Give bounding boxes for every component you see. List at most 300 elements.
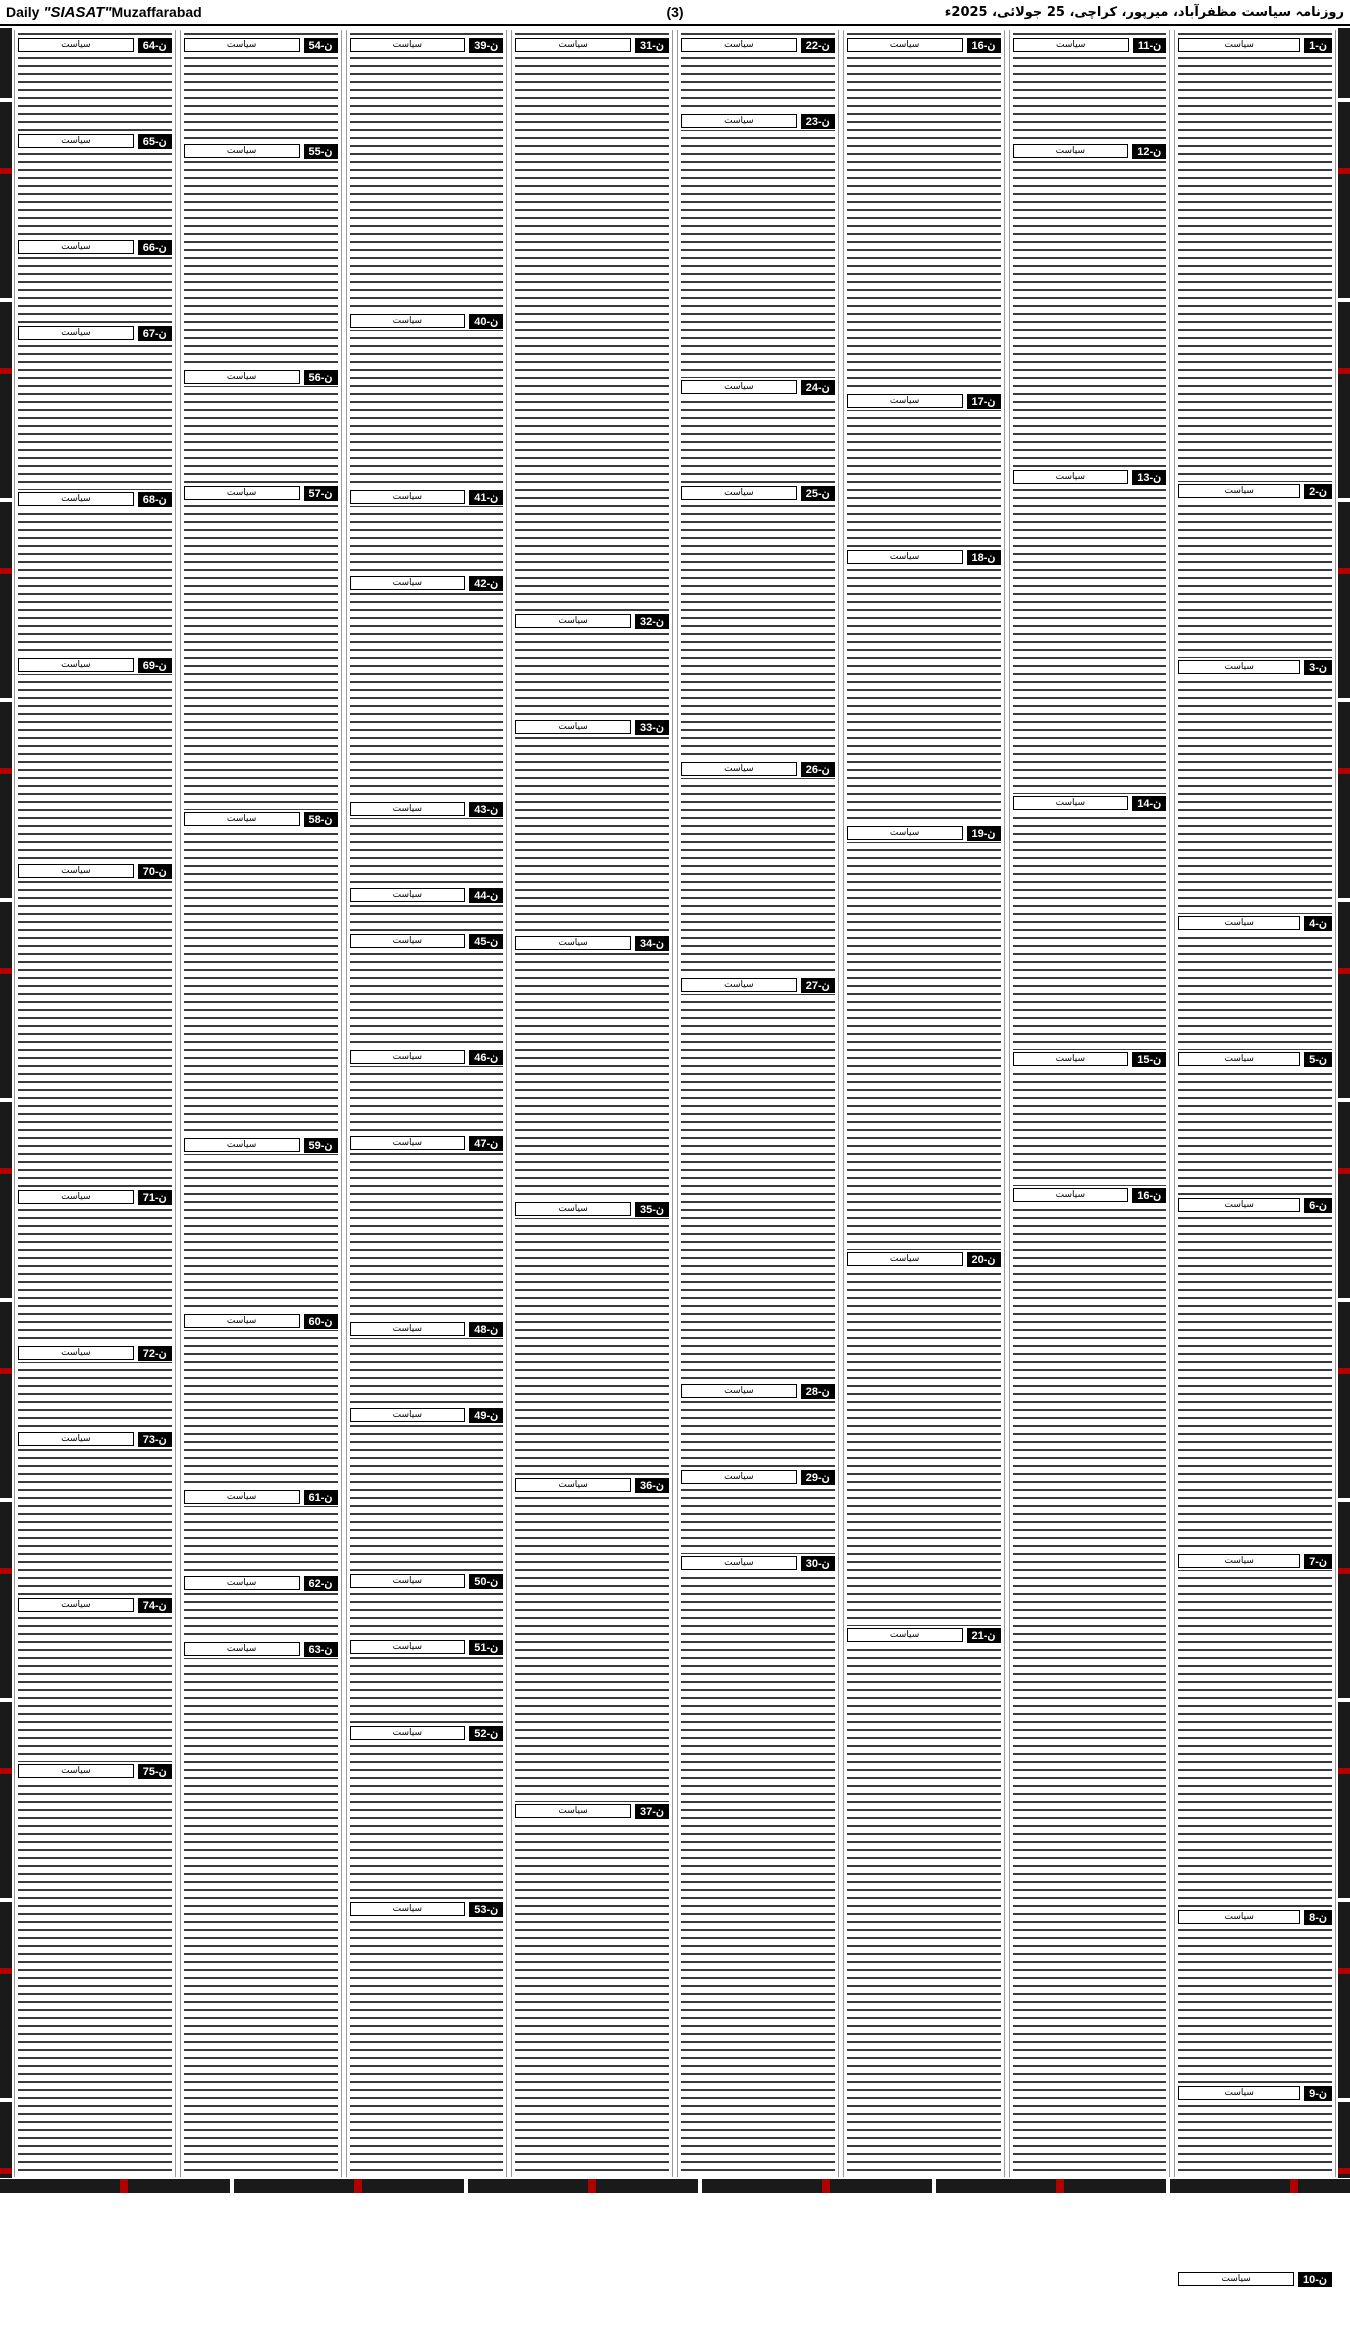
story-section-label: سیاست xyxy=(184,1138,300,1152)
news-story xyxy=(350,1134,504,1314)
news-story xyxy=(847,1626,1001,2166)
news-column xyxy=(677,30,839,2177)
story-section-label: سیاست xyxy=(184,38,300,52)
news-story xyxy=(350,1724,504,1894)
story-header xyxy=(18,36,172,54)
masthead-left xyxy=(6,4,202,21)
story-section-label: سیاست xyxy=(847,38,963,52)
story-number: ن-44 xyxy=(469,888,503,903)
story-text-block xyxy=(18,56,172,126)
story-header xyxy=(350,1406,504,1424)
story-number: ن-13 xyxy=(1132,470,1166,485)
story-section-label: سیاست xyxy=(847,826,963,840)
story-number: ن-15 xyxy=(1132,1052,1166,1067)
story-text-block xyxy=(350,906,504,926)
news-story xyxy=(515,1200,669,1470)
news-story xyxy=(184,1488,338,1568)
story-number: ن-62 xyxy=(304,1576,338,1591)
story-number: ن-39 xyxy=(469,38,503,53)
story-header xyxy=(515,1476,669,1494)
story-section-label: سیاست xyxy=(681,762,797,776)
story-number: ن-12 xyxy=(1132,144,1166,159)
news-column xyxy=(1009,30,1171,2177)
story-number: ن-11 xyxy=(1133,38,1166,53)
story-section-label: سیاست xyxy=(350,802,466,816)
story-number: ن-24 xyxy=(801,380,835,395)
story-section-label: سیاست xyxy=(681,38,797,52)
story-text-block xyxy=(350,1658,504,1718)
story-header xyxy=(350,1320,504,1338)
story-text-block xyxy=(350,1068,504,1128)
story-text-block xyxy=(350,820,504,880)
story-number: ن-8 xyxy=(1304,1910,1332,1925)
story-section-label: سیاست xyxy=(184,1314,300,1328)
news-story xyxy=(350,1900,504,2140)
story-section-label: سیاست xyxy=(1178,660,1300,674)
story-number: ن-20 xyxy=(967,1252,1001,1267)
news-story xyxy=(847,392,1001,542)
news-story xyxy=(515,718,669,928)
story-section-label: سیاست xyxy=(350,1640,466,1654)
news-story xyxy=(1013,142,1167,462)
story-section-label: سیاست xyxy=(350,1726,466,1740)
story-text-block xyxy=(515,632,669,712)
story-header xyxy=(847,36,1001,54)
story-number: ن-55 xyxy=(304,144,338,159)
news-story xyxy=(184,368,338,478)
story-section-label: سیاست xyxy=(350,1574,466,1588)
news-story xyxy=(1013,1050,1167,1180)
story-text-block xyxy=(350,594,504,794)
story-text-block xyxy=(1178,1216,1332,1546)
story-text-block xyxy=(184,1508,338,1568)
story-section-label: سیاست xyxy=(18,492,134,506)
story-header xyxy=(350,312,504,330)
news-story xyxy=(1178,36,1332,476)
story-text-block xyxy=(1013,814,1167,1044)
story-section-label: سیاست xyxy=(18,658,134,672)
story-section-label: سیاست xyxy=(681,1384,797,1398)
story-text-block xyxy=(681,1488,835,1548)
story-number: ن-52 xyxy=(469,1726,503,1741)
story-text-block xyxy=(18,1208,172,1338)
story-section-label: سیاست xyxy=(184,486,300,500)
story-number: ن-61 xyxy=(304,1490,338,1505)
news-column xyxy=(843,30,1005,2177)
story-number: ن-63 xyxy=(304,1642,338,1657)
story-number: ن-14 xyxy=(1132,796,1166,811)
story-header xyxy=(18,1430,172,1448)
story-number: ن-29 xyxy=(801,1470,835,1485)
news-story xyxy=(681,1554,835,2194)
story-header xyxy=(350,1134,504,1152)
story-header xyxy=(681,760,835,778)
news-story xyxy=(1178,914,1332,1044)
story-header xyxy=(681,112,835,130)
story-header xyxy=(847,1626,1001,1644)
story-header xyxy=(847,392,1001,410)
story-text-block xyxy=(1013,56,1167,136)
news-story xyxy=(350,1048,504,1128)
story-header xyxy=(184,142,338,160)
story-text-block xyxy=(350,1592,504,1632)
news-story xyxy=(18,1344,172,1424)
story-text-block xyxy=(681,1402,835,1462)
news-story xyxy=(1013,1186,1167,2206)
story-header xyxy=(1013,1050,1167,1068)
news-story xyxy=(681,976,835,1376)
page-number: (3) xyxy=(666,4,684,20)
story-number: ن-47 xyxy=(469,1136,503,1151)
story-header xyxy=(18,1188,172,1206)
news-story xyxy=(515,1802,669,2122)
story-section-label: سیاست xyxy=(847,1628,963,1642)
story-header xyxy=(350,932,504,950)
news-story xyxy=(681,112,835,372)
story-text-block xyxy=(1178,502,1332,652)
news-story xyxy=(18,490,172,650)
news-story xyxy=(350,488,504,568)
news-story xyxy=(350,1572,504,1632)
news-story xyxy=(184,1640,338,1700)
story-number: ن-16 xyxy=(1132,1188,1166,1203)
news-story xyxy=(350,1406,504,1566)
story-number: ن-67 xyxy=(138,326,172,341)
news-story xyxy=(1178,1908,1332,2078)
story-text-block xyxy=(515,738,669,928)
story-section-label: سیاست xyxy=(1013,38,1129,52)
story-header xyxy=(681,36,835,54)
story-text-block xyxy=(184,1156,338,1306)
story-text-block xyxy=(350,508,504,568)
story-text-block xyxy=(1013,162,1167,462)
story-section-label: سیاست xyxy=(1013,144,1129,158)
story-section-label: سیاست xyxy=(1178,2272,1294,2286)
news-story xyxy=(515,612,669,712)
story-number: ن-73 xyxy=(138,1432,172,1447)
story-header xyxy=(350,574,504,592)
story-text-block xyxy=(1013,488,1167,788)
story-number: ن-28 xyxy=(801,1384,835,1399)
news-story xyxy=(515,934,669,1194)
story-section-label: سیاست xyxy=(350,1902,466,1916)
left-decorative-border xyxy=(0,28,12,2178)
story-section-label: سیاست xyxy=(847,394,963,408)
story-number: ن-54 xyxy=(304,38,338,53)
story-text-block xyxy=(18,152,172,232)
story-header xyxy=(350,1048,504,1066)
story-text-block xyxy=(184,56,338,136)
news-story xyxy=(350,800,504,880)
story-text-block xyxy=(515,56,669,606)
story-section-label: سیاست xyxy=(515,1202,631,1216)
story-header xyxy=(350,488,504,506)
story-text-block xyxy=(681,1574,835,2194)
story-header xyxy=(18,1344,172,1362)
story-section-label: سیاست xyxy=(350,576,466,590)
story-text-block xyxy=(1178,678,1332,908)
story-header xyxy=(184,1640,338,1658)
news-story xyxy=(184,1136,338,1306)
news-story xyxy=(1178,658,1332,908)
story-section-label: سیاست xyxy=(350,888,466,902)
news-story xyxy=(681,484,835,754)
story-section-label: سیاست xyxy=(350,314,466,328)
story-section-label: سیاست xyxy=(681,380,797,394)
masthead-right: روزنامہ سیاست مظفرآباد، میرپور، کراچی، 25 جولائی، 2025ء xyxy=(944,4,1344,20)
story-text-block xyxy=(1013,1206,1167,2206)
story-header xyxy=(18,1596,172,1614)
story-number: ن-27 xyxy=(801,978,835,993)
story-number: ن-48 xyxy=(469,1322,503,1337)
story-header xyxy=(350,1900,504,1918)
story-header xyxy=(1178,2270,1332,2288)
story-section-label: سیاست xyxy=(515,936,631,950)
news-story xyxy=(1013,468,1167,788)
news-story xyxy=(18,1188,172,1338)
story-section-label: سیاست xyxy=(18,240,134,254)
news-story xyxy=(681,1382,835,1462)
story-section-label: سیاست xyxy=(18,38,134,52)
news-story xyxy=(1178,2084,1332,2264)
story-section-label: سیاست xyxy=(1013,796,1129,810)
bottom-decorative-border xyxy=(0,2179,1350,2193)
story-header xyxy=(350,800,504,818)
story-text-block xyxy=(681,132,835,372)
story-number: ن-69 xyxy=(138,658,172,673)
story-header xyxy=(184,810,338,828)
masthead-brand: "SIASAT" xyxy=(43,3,112,21)
story-text-block xyxy=(350,1154,504,1314)
story-header xyxy=(1013,468,1167,486)
story-section-label: سیاست xyxy=(18,1764,134,1778)
story-number: ن-35 xyxy=(635,1202,669,1217)
story-number: ن-23 xyxy=(801,114,835,129)
story-text-block xyxy=(681,56,835,106)
story-header xyxy=(1013,142,1167,160)
story-number: ن-50 xyxy=(469,1574,503,1589)
story-number: ن-64 xyxy=(138,38,172,53)
story-text-block xyxy=(184,1660,338,1700)
story-header xyxy=(847,1250,1001,1268)
story-section-label: سیاست xyxy=(184,370,300,384)
story-section-label: سیاست xyxy=(18,1432,134,1446)
news-story xyxy=(18,36,172,126)
story-section-label: سیاست xyxy=(847,550,963,564)
story-section-label: سیاست xyxy=(18,864,134,878)
story-number: ن-45 xyxy=(469,934,503,949)
story-section-label: سیاست xyxy=(1178,1198,1300,1212)
news-story xyxy=(350,574,504,794)
story-number: ن-53 xyxy=(469,1902,503,1917)
story-header xyxy=(1178,1552,1332,1570)
story-section-label: سیاست xyxy=(184,812,300,826)
news-column xyxy=(511,30,673,2177)
story-section-label: سیاست xyxy=(18,1190,134,1204)
story-header xyxy=(18,1762,172,1780)
story-number: ن-40 xyxy=(469,314,503,329)
story-number: ن-3 xyxy=(1304,660,1332,675)
story-section-label: سیاست xyxy=(1013,1188,1129,1202)
story-section-label: سیاست xyxy=(350,1408,466,1422)
story-text-block xyxy=(184,1332,338,1482)
story-section-label: سیاست xyxy=(515,614,631,628)
news-story xyxy=(1178,1552,1332,1902)
story-number: ن-33 xyxy=(635,720,669,735)
news-column xyxy=(346,30,508,2177)
story-section-label: سیاست xyxy=(1178,484,1300,498)
story-header xyxy=(350,1572,504,1590)
story-section-label: سیاست xyxy=(1178,1052,1300,1066)
story-text-block xyxy=(1178,56,1332,476)
story-section-label: سیاست xyxy=(184,1642,300,1656)
story-text-block xyxy=(18,1364,172,1424)
story-number: ن-2 xyxy=(1304,484,1332,499)
story-number: ن-21 xyxy=(967,1628,1001,1643)
story-header xyxy=(184,368,338,386)
story-header xyxy=(515,36,669,54)
story-text-block xyxy=(847,56,1001,386)
story-header xyxy=(1178,36,1332,54)
news-story xyxy=(515,1476,669,1796)
story-number: ن-42 xyxy=(469,576,503,591)
news-column xyxy=(14,30,176,2177)
story-header xyxy=(18,656,172,674)
story-text-block xyxy=(681,504,835,754)
news-story xyxy=(681,1468,835,1548)
story-text-block xyxy=(184,162,338,362)
story-header xyxy=(1013,36,1167,54)
story-header xyxy=(184,1136,338,1154)
story-text-block xyxy=(350,332,504,482)
story-section-label: سیاست xyxy=(1013,470,1129,484)
news-story xyxy=(184,484,338,804)
story-number: ن-4 xyxy=(1304,916,1332,931)
story-text-block xyxy=(1178,1572,1332,1902)
story-header xyxy=(18,862,172,880)
story-text-block xyxy=(847,1270,1001,1620)
story-header xyxy=(1013,794,1167,812)
news-column xyxy=(1174,30,1336,2286)
story-number: ن-49 xyxy=(469,1408,503,1423)
story-number: ن-70 xyxy=(138,864,172,879)
story-text-block xyxy=(1178,2290,1332,2350)
news-story xyxy=(350,36,504,306)
story-text-block xyxy=(350,1744,504,1894)
story-header xyxy=(18,238,172,256)
story-section-label: سیاست xyxy=(350,38,466,52)
story-text-block xyxy=(184,504,338,804)
story-text-block xyxy=(350,1340,504,1400)
news-story xyxy=(184,36,338,136)
story-text-block xyxy=(18,510,172,650)
news-story xyxy=(1013,36,1167,136)
masthead-city: Muzaffarabad xyxy=(111,3,202,20)
news-story xyxy=(681,760,835,970)
story-section-label: سیاست xyxy=(515,1478,631,1492)
story-header xyxy=(1013,1186,1167,1204)
story-text-block xyxy=(515,1496,669,1796)
news-story xyxy=(18,1762,172,1902)
story-section-label: سیاست xyxy=(18,1598,134,1612)
story-number: ن-68 xyxy=(138,492,172,507)
story-number: ن-10 xyxy=(1298,2272,1332,2287)
story-number: ن-31 xyxy=(635,38,669,53)
news-story xyxy=(18,132,172,232)
news-columns xyxy=(14,30,1336,2286)
story-section-label: سیاست xyxy=(350,1136,466,1150)
story-text-block xyxy=(184,388,338,478)
story-text-block xyxy=(18,1450,172,1590)
story-header xyxy=(350,1638,504,1656)
news-story xyxy=(681,378,835,478)
story-header xyxy=(350,1724,504,1742)
story-header xyxy=(681,1382,835,1400)
news-story xyxy=(350,886,504,926)
story-header xyxy=(515,612,669,630)
story-text-block xyxy=(18,882,172,1182)
story-text-block xyxy=(18,1616,172,1756)
news-story xyxy=(350,1320,504,1400)
story-section-label: سیاست xyxy=(1178,1910,1300,1924)
story-number: ن-7 xyxy=(1304,1554,1332,1569)
story-number: ن-75 xyxy=(138,1764,172,1779)
story-header xyxy=(184,1312,338,1330)
news-column xyxy=(180,30,342,2177)
story-section-label: سیاست xyxy=(1013,1052,1129,1066)
news-story xyxy=(350,312,504,482)
news-story xyxy=(184,142,338,362)
story-number: ن-57 xyxy=(304,486,338,501)
story-section-label: سیاست xyxy=(681,114,797,128)
story-section-label: سیاست xyxy=(681,1556,797,1570)
story-text-block xyxy=(681,780,835,970)
story-text-block xyxy=(515,954,669,1194)
story-header xyxy=(1178,2084,1332,2102)
news-story xyxy=(1178,1196,1332,1546)
news-story xyxy=(847,548,1001,818)
story-section-label: سیاست xyxy=(184,1490,300,1504)
news-story xyxy=(18,324,172,484)
story-number: ن-65 xyxy=(138,134,172,149)
story-section-label: سیاست xyxy=(184,1576,300,1590)
story-text-block xyxy=(681,996,835,1376)
story-header xyxy=(350,36,504,54)
news-story xyxy=(18,862,172,1182)
news-story xyxy=(1178,482,1332,652)
story-text-block xyxy=(18,676,172,856)
story-text-block xyxy=(1178,1928,1332,2078)
story-number: ن-51 xyxy=(469,1640,503,1655)
story-number: ن-18 xyxy=(967,550,1001,565)
story-section-label: سیاست xyxy=(184,144,300,158)
story-number: ن-34 xyxy=(635,936,669,951)
story-section-label: سیاست xyxy=(18,1346,134,1360)
story-text-block xyxy=(350,1920,504,2140)
story-header xyxy=(847,548,1001,566)
story-number: ن-58 xyxy=(304,812,338,827)
news-story xyxy=(847,36,1001,386)
story-number: ن-72 xyxy=(138,1346,172,1361)
story-section-label: سیاست xyxy=(350,934,466,948)
story-number: ن-74 xyxy=(138,1598,172,1613)
news-story xyxy=(847,824,1001,1244)
story-number: ن-6 xyxy=(1304,1198,1332,1213)
story-header xyxy=(1178,658,1332,676)
story-section-label: سیاست xyxy=(515,1804,631,1818)
story-header xyxy=(18,324,172,342)
story-number: ن-22 xyxy=(801,38,835,53)
